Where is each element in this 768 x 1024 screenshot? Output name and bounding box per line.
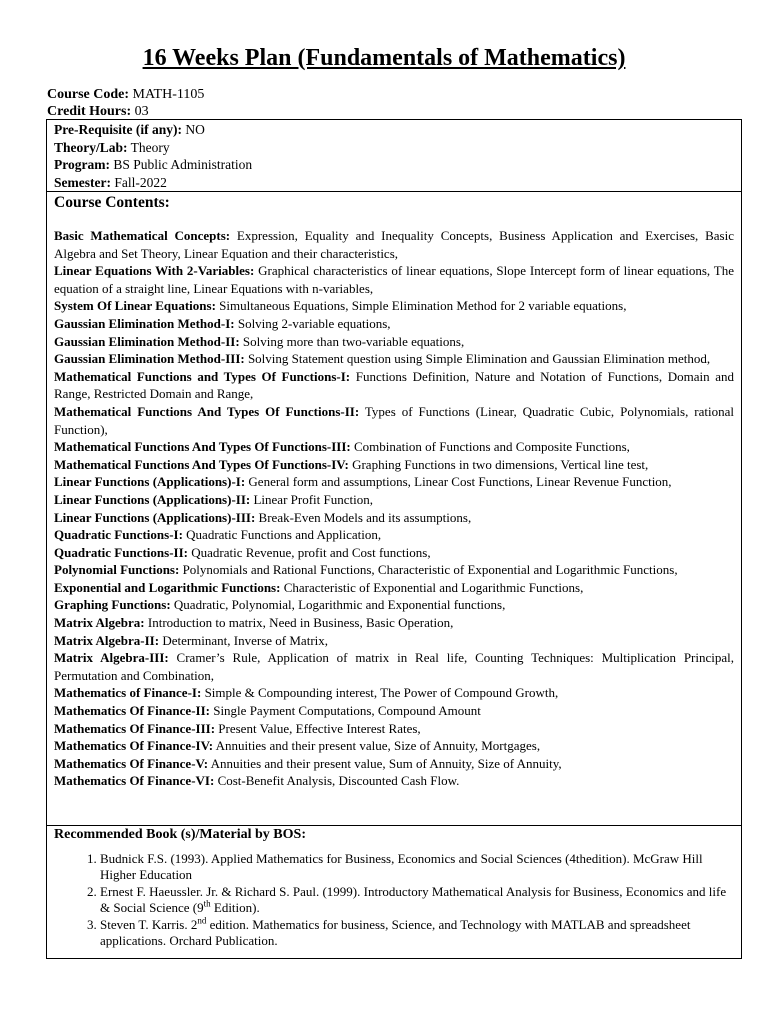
topic-text: Graphing Functions in two dimensions, Vertical line test, xyxy=(348,456,649,472)
topic-text: Quadratic Revenue, profit and Cost functions, xyxy=(187,544,431,560)
topic-label: Gaussian Elimination Method-III: xyxy=(54,351,245,367)
topic-label: System Of Linear Equations: xyxy=(54,298,216,314)
topic-text: Solving Statement question using Simple Elimination and Gaussian Elimination method, xyxy=(244,351,711,367)
topic-label: Gaussian Elimination Method-I: xyxy=(54,315,235,331)
topic-item xyxy=(54,403,734,438)
topic-text: Combination of Functions and Composite Functions, xyxy=(350,439,630,455)
topic-item xyxy=(54,368,734,403)
course-info-box xyxy=(46,119,742,192)
book-superscript: nd xyxy=(197,916,207,927)
book-item xyxy=(100,884,734,915)
topic-label: Gaussian Elimination Method-II: xyxy=(54,333,240,349)
topic-label: Mathematical Functions And Types Of Functions-II: xyxy=(54,403,360,419)
topic-text: Polynomials and Rational Functions, Characteristic of Exponential and Logarithmic Functions, xyxy=(179,562,678,578)
topic-label: Matrix Algebra: xyxy=(54,615,145,631)
topic-item xyxy=(54,544,734,562)
book-text: Ernest F. Haeussler. Jr. & Richard S. Paul. (1999). Introductory Mathematical Analysis for Business, Economics and life & Social Science (9 xyxy=(100,884,727,915)
book-item xyxy=(100,917,734,948)
topic-text: Expression, Equality and Inequality Concepts, Business Application and Exercises, Basic Algebra and Set Theory, Linear Equation and their characteristics, xyxy=(54,228,734,261)
topic-item xyxy=(54,561,734,579)
info-row-program xyxy=(54,156,734,174)
book-text: Budnick F.S. (1993). Applied Mathematics for Business, Economics and Social Sciences (4thedition). McGraw Hill Higher Education xyxy=(100,851,703,882)
topic-item xyxy=(54,297,734,315)
topic-label: Quadratic Functions-II: xyxy=(54,544,188,560)
topic-item xyxy=(54,315,734,333)
topic-item xyxy=(54,737,734,755)
books-title: Recommended Book (s)/Material by BOS: xyxy=(54,827,306,842)
topic-item xyxy=(54,755,734,773)
info-row-prerequisite xyxy=(54,121,734,139)
info-value: BS Public Administration xyxy=(109,157,253,172)
info-label: Program: xyxy=(54,157,110,172)
topic-text: Solving 2-variable equations, xyxy=(234,315,391,331)
topic-label: Mathematics Of Finance-V: xyxy=(54,755,209,771)
info-value: Theory xyxy=(127,139,170,155)
topic-label: Matrix Algebra-II: xyxy=(54,632,160,648)
book-text-continued: Edition). xyxy=(210,899,260,915)
topic-item xyxy=(54,456,734,474)
topic-text: Annuities and their present value, Size of Annuity, Mortgages, xyxy=(213,738,541,754)
topic-label: Linear Functions (Applications)-II: xyxy=(54,491,251,507)
book-text: Steven T. Karris. 2 xyxy=(100,917,198,933)
credit-hours-label: Credit Hours: xyxy=(47,104,132,119)
topic-text: Quadratic Functions and Application, xyxy=(182,527,382,543)
topic-label: Mathematical Functions And Types Of Functions-IV: xyxy=(54,456,349,472)
topic-item xyxy=(54,596,734,614)
topics-list xyxy=(54,227,734,790)
topic-text: Simple & Compounding interest, The Power of Compound Growth, xyxy=(201,685,559,701)
topic-item xyxy=(54,350,734,368)
topic-item xyxy=(54,438,734,456)
topic-label: Quadratic Functions-I: xyxy=(54,527,183,543)
topic-label: Mathematics Of Finance-III: xyxy=(54,720,216,736)
topic-label: Linear Functions (Applications)-III: xyxy=(54,509,256,525)
book-item xyxy=(100,851,734,882)
topic-text: Cost-Benefit Analysis, Discounted Cash Flow. xyxy=(214,773,460,789)
topic-text: Types of Functions (Linear, Quadratic Cubic, Polynomials, rational Function), xyxy=(54,403,735,437)
topic-item xyxy=(54,333,734,351)
topic-label: Exponential and Logarithmic Functions: xyxy=(54,579,281,595)
topic-label: Matrix Algebra-III: xyxy=(54,650,169,666)
topic-label: Polynomial Functions: xyxy=(54,562,180,578)
topic-label: Mathematical Functions and Types Of Functions-I: xyxy=(54,368,351,384)
topic-text: General form and assumptions, Linear Cost Functions, Linear Revenue Function, xyxy=(245,474,672,490)
topic-text: Present Value, Effective Interest Rates, xyxy=(215,720,421,736)
book-text-continued: edition. Mathematics for business, Science, and Technology with MATLAB and spreadsheet applications. Orchard Publication. xyxy=(100,917,691,948)
info-label: Pre-Requisite (if any): xyxy=(54,122,182,137)
credit-hours-value: 03 xyxy=(131,104,149,119)
topic-label: Mathematical Functions And Types Of Functions-III: xyxy=(54,439,351,455)
books-list xyxy=(54,851,734,949)
topic-item xyxy=(54,720,734,738)
topic-text: Quadratic, Polynomial, Logarithmic and Exponential functions, xyxy=(170,597,506,613)
topic-label: Mathematics of Finance-I: xyxy=(54,685,202,701)
topic-item xyxy=(54,262,734,297)
info-label: Semester: xyxy=(54,174,111,190)
page-title: 16 Weeks Plan (Fundamentals of Mathematics) xyxy=(142,45,626,71)
info-row-semester xyxy=(54,174,734,192)
info-label: Theory/Lab: xyxy=(54,139,128,155)
topic-item xyxy=(54,702,734,720)
recommended-books-box xyxy=(46,825,742,959)
topic-label: Basic Mathematical Concepts: xyxy=(54,228,231,243)
book-superscript: th xyxy=(203,898,211,909)
topic-text: Introduction to matrix, Need in Business, Basic Operation, xyxy=(144,615,454,631)
topic-item xyxy=(54,491,734,509)
topic-text: Linear Profit Function, xyxy=(250,491,373,507)
topic-text: Characteristic of Exponential and Logarithmic Functions, xyxy=(280,579,584,595)
info-value: Fall-2022 xyxy=(110,174,167,190)
topic-label: Graphing Functions: xyxy=(54,597,171,613)
topic-item xyxy=(54,509,734,527)
topic-label: Linear Equations With 2-Variables: xyxy=(54,263,255,279)
topic-item xyxy=(54,649,734,684)
topic-label: Linear Functions (Applications)-I: xyxy=(54,474,246,490)
topic-item xyxy=(54,227,734,262)
topic-text: Solving more than two-variable equations, xyxy=(239,333,465,349)
topic-text: Break-Even Models and its assumptions, xyxy=(255,509,472,525)
topic-text: Determinant, Inverse of Matrix, xyxy=(159,632,329,648)
topic-item xyxy=(54,526,734,544)
info-row-theory-lab xyxy=(54,139,734,157)
topic-text: Cramer’s Rule, Application of matrix in Real life, Counting Techniques: Multiplication Principal, Permutation and Combination, xyxy=(54,650,735,683)
topic-item xyxy=(54,772,734,790)
course-contents-box xyxy=(46,191,742,826)
credit-hours xyxy=(47,103,149,120)
topic-item xyxy=(54,473,734,491)
topic-item xyxy=(54,614,734,632)
topic-label: Mathematics Of Finance-IV: xyxy=(54,738,214,754)
topic-item xyxy=(54,632,734,650)
topic-text: Simultaneous Equations, Simple Elimination Method for 2 variable equations, xyxy=(215,298,627,314)
topic-text: Annuities and their present value, Sum of Annuity, Size of Annuity, xyxy=(208,755,562,771)
course-contents-title: Course Contents: xyxy=(54,194,170,211)
info-value: NO xyxy=(181,122,205,137)
topic-item xyxy=(54,684,734,702)
course-code-label: Course Code: xyxy=(47,87,130,102)
topic-label: Mathematics Of Finance-VI: xyxy=(54,773,215,789)
course-code-value: MATH-1105 xyxy=(129,87,205,102)
topic-text: Single Payment Computations, Compound Amount xyxy=(209,703,481,719)
topic-item xyxy=(54,579,734,597)
topic-text: Functions Definition, Nature and Notation of Functions, Domain and Range, Restricted Domain and Range, xyxy=(54,368,734,402)
topic-label: Mathematics Of Finance-II: xyxy=(54,703,210,719)
course-code xyxy=(47,86,204,103)
topic-text: Graphical characteristics of linear equations, Slope Intercept form of linear equations, The equation of a straight line, Linear Equations with n-variables, xyxy=(54,263,734,296)
